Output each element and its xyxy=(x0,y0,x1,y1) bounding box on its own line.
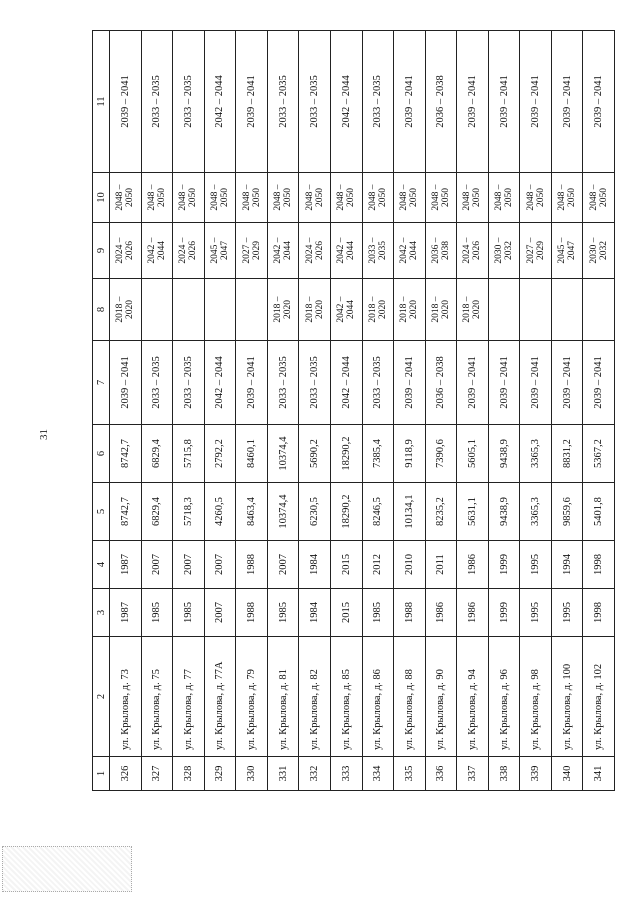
col10-line-b: 2050 xyxy=(156,188,167,207)
col7-cell: 2033 – 2035 xyxy=(141,341,173,425)
col3-cell: 1988 xyxy=(236,589,268,637)
col10-cell xyxy=(173,173,205,223)
col8-line-b: 2044 xyxy=(346,300,357,319)
col4-cell: 1986 xyxy=(457,541,489,589)
col3-cell: 1984 xyxy=(299,589,331,637)
col9-line-b: 2047 xyxy=(567,241,578,260)
col8-cell xyxy=(520,279,552,341)
table-row xyxy=(520,31,552,791)
table-row xyxy=(110,31,142,791)
col11-cell: 2039 – 2041 xyxy=(488,31,520,173)
col6-cell: 7385,4 xyxy=(362,425,394,483)
col8-cell xyxy=(330,279,362,341)
table-row xyxy=(425,31,457,791)
col10-line-b: 2050 xyxy=(283,188,294,207)
col6-cell: 8742,7 xyxy=(110,425,142,483)
col8-line-a: 2018 – xyxy=(462,296,473,323)
col9-line-a: 2030 – xyxy=(494,237,505,264)
col5-cell: 6829,4 xyxy=(141,483,173,541)
col5-cell: 8742,7 xyxy=(110,483,142,541)
col10-cell xyxy=(394,173,426,223)
col10-cell xyxy=(488,173,520,223)
col8-line-b: 2020 xyxy=(283,300,294,319)
col5-cell: 9438,9 xyxy=(488,483,520,541)
address-cell: ул. Крылова, д. 102 xyxy=(583,637,615,757)
col6-cell: 2792,2 xyxy=(204,425,236,483)
col10-line-b: 2050 xyxy=(346,188,357,207)
col9-line-b: 2044 xyxy=(346,241,357,260)
table-row xyxy=(330,31,362,791)
col10-cell xyxy=(362,173,394,223)
col9-cell xyxy=(204,223,236,279)
col4-cell: 2010 xyxy=(394,541,426,589)
col10-line-b: 2050 xyxy=(409,188,420,207)
col5-cell: 8463,4 xyxy=(236,483,268,541)
col5-cell: 8235,2 xyxy=(425,483,457,541)
col11-cell: 2039 – 2041 xyxy=(394,31,426,173)
col7-cell: 2033 – 2035 xyxy=(173,341,205,425)
table-row xyxy=(488,31,520,791)
col9-line-b: 2035 xyxy=(377,241,388,260)
address-cell: ул. Крылова, д. 94 xyxy=(457,637,489,757)
col8-cell xyxy=(141,279,173,341)
row-number-cell: 327 xyxy=(141,757,173,791)
col3-cell: 1995 xyxy=(520,589,552,637)
col7-cell: 2039 – 2041 xyxy=(110,341,142,425)
address-cell: ул. Крылова, д. 98 xyxy=(520,637,552,757)
col6-cell: 7390,6 xyxy=(425,425,457,483)
col10-cell xyxy=(204,173,236,223)
column-header-9: 9 xyxy=(93,223,110,279)
col6-cell: 5690,2 xyxy=(299,425,331,483)
col8-cell xyxy=(204,279,236,341)
col10-line-b: 2050 xyxy=(251,188,262,207)
col5-cell: 3365,3 xyxy=(520,483,552,541)
col9-cell xyxy=(457,223,489,279)
col9-line-b: 2044 xyxy=(409,241,420,260)
col9-line-a: 2027 – xyxy=(241,237,252,264)
col4-cell: 2007 xyxy=(141,541,173,589)
address-cell: ул. Крылова, д. 100 xyxy=(551,637,583,757)
col9-line-a: 2024 – xyxy=(178,237,189,264)
row-number-cell: 326 xyxy=(110,757,142,791)
col8-cell xyxy=(299,279,331,341)
col8-line-b: 2020 xyxy=(314,300,325,319)
col6-cell: 5605,1 xyxy=(457,425,489,483)
col10-line-a: 2048 – xyxy=(178,184,189,211)
col11-cell: 2042 – 2044 xyxy=(204,31,236,173)
col4-cell: 1998 xyxy=(583,541,615,589)
col10-line-b: 2050 xyxy=(535,188,546,207)
col11-cell: 2039 – 2041 xyxy=(520,31,552,173)
col9-line-a: 2042 – xyxy=(273,237,284,264)
table-row xyxy=(267,31,299,791)
table-row xyxy=(394,31,426,791)
col10-line-a: 2048 – xyxy=(557,184,568,211)
col10-line-b: 2050 xyxy=(314,188,325,207)
col5-cell: 10374,4 xyxy=(267,483,299,541)
col9-cell xyxy=(551,223,583,279)
col8-cell xyxy=(457,279,489,341)
row-number-cell: 340 xyxy=(551,757,583,791)
col10-cell xyxy=(110,173,142,223)
column-header-2: 2 xyxy=(93,637,110,757)
col3-cell: 1988 xyxy=(394,589,426,637)
col8-cell xyxy=(110,279,142,341)
col10-line-b: 2050 xyxy=(440,188,451,207)
col9-line-b: 2029 xyxy=(251,241,262,260)
row-number-cell: 341 xyxy=(583,757,615,791)
col10-cell xyxy=(551,173,583,223)
col8-cell xyxy=(488,279,520,341)
col3-cell: 1985 xyxy=(173,589,205,637)
col9-line-a: 2024 – xyxy=(304,237,315,264)
col6-cell: 3365,3 xyxy=(520,425,552,483)
col10-cell xyxy=(457,173,489,223)
col10-line-b: 2050 xyxy=(188,188,199,207)
col9-line-b: 2047 xyxy=(219,241,230,260)
col10-line-a: 2048 – xyxy=(399,184,410,211)
col10-cell xyxy=(236,173,268,223)
col3-cell: 1985 xyxy=(267,589,299,637)
address-cell: ул. Крылова, д. 81 xyxy=(267,637,299,757)
col4-cell: 1994 xyxy=(551,541,583,589)
col7-cell: 2039 – 2041 xyxy=(394,341,426,425)
row-number-cell: 338 xyxy=(488,757,520,791)
stamp-mark xyxy=(2,846,132,892)
col8-line-a: 2018 – xyxy=(273,296,284,323)
address-cell: ул. Крылова, д. 90 xyxy=(425,637,457,757)
row-number-cell: 339 xyxy=(520,757,552,791)
col8-line-b: 2020 xyxy=(377,300,388,319)
col10-line-a: 2048 – xyxy=(209,184,220,211)
col10-line-b: 2050 xyxy=(125,188,136,207)
col3-cell: 1986 xyxy=(457,589,489,637)
col9-line-a: 2042 – xyxy=(399,237,410,264)
header-row xyxy=(93,31,110,791)
table-row xyxy=(141,31,173,791)
col3-cell: 1999 xyxy=(488,589,520,637)
col11-cell: 2033 – 2035 xyxy=(267,31,299,173)
col8-cell xyxy=(173,279,205,341)
row-number-cell: 334 xyxy=(362,757,394,791)
row-number-cell: 333 xyxy=(330,757,362,791)
row-number-cell: 328 xyxy=(173,757,205,791)
col8-line-a: 2018 – xyxy=(399,296,410,323)
col9-cell xyxy=(425,223,457,279)
col10-line-b: 2050 xyxy=(219,188,230,207)
col9-cell xyxy=(236,223,268,279)
col8-line-b: 2020 xyxy=(125,300,136,319)
col10-line-a: 2048 – xyxy=(304,184,315,211)
housing-repair-schedule-table xyxy=(92,30,615,791)
col9-cell xyxy=(362,223,394,279)
table-row xyxy=(173,31,205,791)
col8-line-a: 2042 – xyxy=(336,296,347,323)
address-cell: ул. Крылова, д. 86 xyxy=(362,637,394,757)
col9-cell xyxy=(488,223,520,279)
address-cell: ул. Крылова, д. 73 xyxy=(110,637,142,757)
col11-cell: 2033 – 2035 xyxy=(173,31,205,173)
col7-cell: 2036 – 2038 xyxy=(425,341,457,425)
col10-line-a: 2048 – xyxy=(525,184,536,211)
row-number-cell: 336 xyxy=(425,757,457,791)
col10-line-a: 2048 – xyxy=(494,184,505,211)
col9-line-b: 2032 xyxy=(504,241,515,260)
col9-line-a: 2042 – xyxy=(336,237,347,264)
col6-cell: 6829,4 xyxy=(141,425,173,483)
col9-line-b: 2026 xyxy=(472,241,483,260)
col9-cell xyxy=(267,223,299,279)
col10-line-b: 2050 xyxy=(472,188,483,207)
address-cell: ул. Крылова, д. 77 xyxy=(173,637,205,757)
table-row xyxy=(236,31,268,791)
col7-cell: 2042 – 2044 xyxy=(330,341,362,425)
col9-line-a: 2045 – xyxy=(209,237,220,264)
col9-cell xyxy=(583,223,615,279)
column-header-1: 1 xyxy=(93,757,110,791)
col6-cell: 5367,2 xyxy=(583,425,615,483)
col9-line-a: 2024 – xyxy=(462,237,473,264)
col6-cell: 9118,9 xyxy=(394,425,426,483)
col10-line-b: 2050 xyxy=(504,188,515,207)
col10-line-a: 2048 – xyxy=(462,184,473,211)
col5-cell: 10134,1 xyxy=(394,483,426,541)
col4-cell: 1988 xyxy=(236,541,268,589)
col3-cell: 1995 xyxy=(551,589,583,637)
row-number-cell: 329 xyxy=(204,757,236,791)
col7-cell: 2039 – 2041 xyxy=(551,341,583,425)
col8-cell xyxy=(267,279,299,341)
col8-cell xyxy=(583,279,615,341)
col8-line-a: 2018 – xyxy=(367,296,378,323)
table-row xyxy=(362,31,394,791)
col9-cell xyxy=(110,223,142,279)
row-number-cell: 330 xyxy=(236,757,268,791)
col10-line-a: 2048 – xyxy=(588,184,599,211)
col8-cell xyxy=(236,279,268,341)
col9-cell xyxy=(173,223,205,279)
col10-line-a: 2048 – xyxy=(336,184,347,211)
col5-cell: 5631,1 xyxy=(457,483,489,541)
col7-cell: 2039 – 2041 xyxy=(583,341,615,425)
col9-line-b: 2038 xyxy=(440,241,451,260)
table-body xyxy=(110,31,615,791)
col7-cell: 2039 – 2041 xyxy=(488,341,520,425)
col9-cell xyxy=(330,223,362,279)
col8-line-b: 2020 xyxy=(409,300,420,319)
address-cell: ул. Крылова, д. 82 xyxy=(299,637,331,757)
col4-cell: 1987 xyxy=(110,541,142,589)
col9-cell xyxy=(141,223,173,279)
col9-line-a: 2045 – xyxy=(557,237,568,264)
col4-cell: 2012 xyxy=(362,541,394,589)
col11-cell: 2039 – 2041 xyxy=(236,31,268,173)
col9-line-b: 2026 xyxy=(188,241,199,260)
row-number-cell: 332 xyxy=(299,757,331,791)
col9-cell xyxy=(299,223,331,279)
col11-cell: 2036 – 2038 xyxy=(425,31,457,173)
col4-cell: 2007 xyxy=(173,541,205,589)
col9-line-a: 2033 – xyxy=(367,237,378,264)
col7-cell: 2033 – 2035 xyxy=(362,341,394,425)
col10-line-a: 2048 – xyxy=(273,184,284,211)
col7-cell: 2033 – 2035 xyxy=(267,341,299,425)
col10-cell xyxy=(330,173,362,223)
col9-line-b: 2026 xyxy=(314,241,325,260)
col10-cell xyxy=(267,173,299,223)
col6-cell: 8831,2 xyxy=(551,425,583,483)
col5-cell: 5718,3 xyxy=(173,483,205,541)
column-header-11: 11 xyxy=(93,31,110,173)
col10-line-b: 2050 xyxy=(567,188,578,207)
address-cell: ул. Крылова, д. 85 xyxy=(330,637,362,757)
col4-cell: 1984 xyxy=(299,541,331,589)
col3-cell: 2007 xyxy=(204,589,236,637)
row-number-cell: 337 xyxy=(457,757,489,791)
col4-cell: 2015 xyxy=(330,541,362,589)
col8-cell xyxy=(425,279,457,341)
col11-cell: 2039 – 2041 xyxy=(457,31,489,173)
column-header-6: 6 xyxy=(93,425,110,483)
col9-line-b: 2026 xyxy=(125,241,136,260)
col5-cell: 8246,5 xyxy=(362,483,394,541)
col9-line-a: 2042 – xyxy=(146,237,157,264)
col9-line-a: 2027 – xyxy=(525,237,536,264)
table-row xyxy=(299,31,331,791)
col10-line-a: 2048 – xyxy=(241,184,252,211)
col11-cell: 2042 – 2044 xyxy=(330,31,362,173)
col9-cell xyxy=(394,223,426,279)
col6-cell: 18290,2 xyxy=(330,425,362,483)
column-header-10: 10 xyxy=(93,173,110,223)
col8-cell xyxy=(362,279,394,341)
col5-cell: 5401,8 xyxy=(583,483,615,541)
col3-cell: 1985 xyxy=(362,589,394,637)
col7-cell: 2033 – 2035 xyxy=(299,341,331,425)
col4-cell: 2011 xyxy=(425,541,457,589)
col4-cell: 1995 xyxy=(520,541,552,589)
col6-cell: 5715,8 xyxy=(173,425,205,483)
col8-line-a: 2018 – xyxy=(304,296,315,323)
page-number: 31 xyxy=(38,429,50,440)
col6-cell: 8460,1 xyxy=(236,425,268,483)
rotated-table-container xyxy=(92,31,615,791)
col9-line-a: 2036 – xyxy=(430,237,441,264)
col9-line-b: 2032 xyxy=(598,241,609,260)
col10-line-a: 2048 – xyxy=(115,184,126,211)
col11-cell: 2033 – 2035 xyxy=(362,31,394,173)
col8-line-a: 2018 – xyxy=(430,296,441,323)
col9-cell xyxy=(520,223,552,279)
col8-line-a: 2018 – xyxy=(115,296,126,323)
address-cell: ул. Крылова, д. 88 xyxy=(394,637,426,757)
col11-cell: 2039 – 2041 xyxy=(551,31,583,173)
col10-cell xyxy=(299,173,331,223)
col8-cell xyxy=(394,279,426,341)
col6-cell: 9438,9 xyxy=(488,425,520,483)
col3-cell: 1986 xyxy=(425,589,457,637)
col3-cell: 1998 xyxy=(583,589,615,637)
col7-cell: 2039 – 2041 xyxy=(457,341,489,425)
col9-line-a: 2024 – xyxy=(115,237,126,264)
col5-cell: 9859,6 xyxy=(551,483,583,541)
col8-line-b: 2020 xyxy=(440,300,451,319)
address-cell: ул. Крылова, д. 75 xyxy=(141,637,173,757)
col7-cell: 2042 – 2044 xyxy=(204,341,236,425)
table-row xyxy=(457,31,489,791)
table-row xyxy=(583,31,615,791)
col10-cell xyxy=(425,173,457,223)
col10-line-a: 2048 – xyxy=(430,184,441,211)
col10-cell xyxy=(583,173,615,223)
col10-line-b: 2050 xyxy=(377,188,388,207)
address-cell: ул. Крылова, д. 77А xyxy=(204,637,236,757)
column-header-3: 3 xyxy=(93,589,110,637)
col3-cell: 1987 xyxy=(110,589,142,637)
col8-cell xyxy=(551,279,583,341)
col11-cell: 2033 – 2035 xyxy=(299,31,331,173)
col4-cell: 2007 xyxy=(267,541,299,589)
row-number-cell: 335 xyxy=(394,757,426,791)
col10-cell xyxy=(520,173,552,223)
address-cell: ул. Крылова, д. 96 xyxy=(488,637,520,757)
col10-line-a: 2048 – xyxy=(367,184,378,211)
col7-cell: 2039 – 2041 xyxy=(236,341,268,425)
col6-cell: 10374,4 xyxy=(267,425,299,483)
table-header xyxy=(93,31,110,791)
col11-cell: 2039 – 2041 xyxy=(110,31,142,173)
col11-cell: 2039 – 2041 xyxy=(583,31,615,173)
col9-line-b: 2044 xyxy=(156,241,167,260)
col5-cell: 6230,5 xyxy=(299,483,331,541)
col9-line-b: 2029 xyxy=(535,241,546,260)
col3-cell: 1985 xyxy=(141,589,173,637)
col11-cell: 2033 – 2035 xyxy=(141,31,173,173)
col5-cell: 4260,5 xyxy=(204,483,236,541)
table-row xyxy=(551,31,583,791)
column-header-7: 7 xyxy=(93,341,110,425)
column-header-4: 4 xyxy=(93,541,110,589)
address-cell: ул. Крылова, д. 79 xyxy=(236,637,268,757)
column-header-5: 5 xyxy=(93,483,110,541)
col10-line-b: 2050 xyxy=(598,188,609,207)
col10-cell xyxy=(141,173,173,223)
col4-cell: 1999 xyxy=(488,541,520,589)
col9-line-b: 2044 xyxy=(283,241,294,260)
col7-cell: 2039 – 2041 xyxy=(520,341,552,425)
row-number-cell: 331 xyxy=(267,757,299,791)
table-row xyxy=(204,31,236,791)
col8-line-b: 2020 xyxy=(472,300,483,319)
col4-cell: 2007 xyxy=(204,541,236,589)
col3-cell: 2015 xyxy=(330,589,362,637)
col5-cell: 18290,2 xyxy=(330,483,362,541)
col10-line-a: 2048 – xyxy=(146,184,157,211)
column-header-8: 8 xyxy=(93,279,110,341)
col9-line-a: 2030 – xyxy=(588,237,599,264)
